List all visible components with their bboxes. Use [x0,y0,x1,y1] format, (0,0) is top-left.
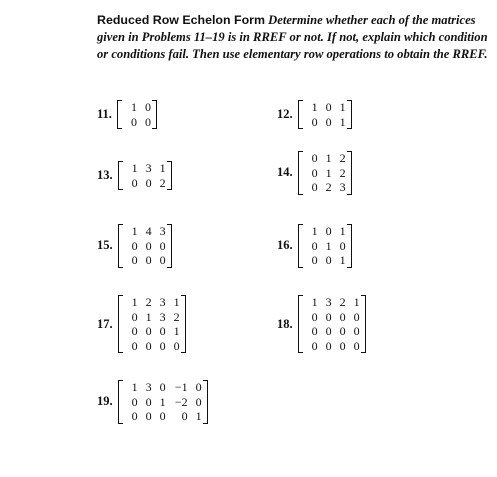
section-instructions: Determine whether each of the matrices given in Problems 11–19 is in RREF or not. If not, explain which condition or conditions fail. Then use elementary row operations to obtain the RREF. [97,13,488,61]
matrix-entry: 1 [353,295,360,309]
matrix-row [124,161,166,176]
matrix-entry: 3 [339,180,346,194]
matrix-row [304,310,360,325]
matrix-entry: 1 [311,295,318,309]
matrix-row [123,100,151,115]
matrix-entry: 0 [131,394,138,409]
matrix-row [304,324,360,339]
matrix-entry: 0 [311,165,318,180]
matrix-entry: 1 [131,224,138,238]
problem-11 [97,100,157,129]
matrix-entry: 0 [131,409,138,423]
matrix-entry: 1 [159,394,166,409]
matrix-entry: 0 [339,238,346,253]
matrix-entry: −1 [174,380,188,394]
matrix-entry: 0 [353,338,360,353]
matrix-entry: 0 [339,338,346,353]
matrix-entry: 0 [131,238,138,253]
matrix-entry: 0 [195,380,202,394]
matrix [298,295,366,353]
matrix-entry: 0 [144,114,151,129]
matrix-entry: 2 [339,165,346,180]
matrix-row [304,115,346,130]
matrix [118,224,172,268]
matrix-row [124,239,166,254]
problem-number: 13. [97,168,113,182]
matrix-entry: 1 [339,114,346,129]
matrix-entry: 3 [145,161,152,175]
matrix-row [124,310,180,325]
matrix-row [304,239,346,254]
matrix-entry: 1 [339,224,346,238]
matrix-row [124,224,166,239]
problem-19 [97,380,208,424]
matrix-entry: 0 [159,324,166,338]
matrix-entry: 0 [311,238,318,253]
matrix-row [304,166,346,181]
matrix [118,295,186,353]
matrix-entry: 3 [145,380,152,394]
matrix-entry: 0 [325,100,332,114]
matrix [118,161,172,190]
problem-number: 18. [277,316,293,331]
matrix-row [124,253,166,268]
problem-set-heading [97,12,489,63]
matrix-entry: −2 [174,394,188,409]
matrix-entry: 2 [145,295,152,309]
matrix-entry: 0 [131,253,138,267]
matrix [298,224,352,268]
matrix [117,100,157,129]
matrix-entry: 0 [131,338,138,353]
problem-17 [97,295,186,353]
matrix-entry: 0 [325,253,332,267]
matrix-entry: 0 [195,394,202,409]
matrix-entry: 1 [325,165,332,180]
matrix-entry: 0 [325,338,332,353]
matrix-entry: 2 [325,180,332,194]
matrix-entry: 0 [339,309,346,324]
matrix-entry: 3 [159,309,166,324]
matrix-entry: 1 [145,309,152,324]
matrix-entry: 2 [339,151,346,165]
matrix-entry: 0 [144,100,151,114]
matrix-row [124,409,202,424]
matrix-entry: 3 [325,295,332,309]
matrix-entry: 0 [145,238,152,253]
matrix [298,100,352,129]
matrix-row [304,253,346,268]
matrix-entry: 0 [159,338,166,353]
matrix-entry: 1 [339,100,346,114]
problem-number: 12. [277,107,293,121]
matrix-entry: 1 [130,100,137,114]
matrix-entry: 0 [159,380,166,394]
section-title: Reduced Row Echelon Form [97,13,265,27]
matrix-entry: 0 [131,309,138,324]
matrix-entry: 1 [311,224,318,238]
matrix-entry: 0 [173,338,180,353]
matrix-entry: 0 [311,180,318,194]
matrix-row [304,295,360,310]
matrix-entry: 0 [145,175,152,190]
matrix-entry: 0 [325,324,332,338]
matrix-entry: 2 [173,309,180,324]
matrix-row [123,115,151,130]
problem-13 [97,161,172,190]
matrix-entry: 0 [311,253,318,267]
matrix-entry: 0 [325,224,332,238]
problem-number: 16. [277,238,293,253]
matrix-row [124,176,166,191]
matrix-entry: 0 [145,324,152,338]
matrix-row [124,339,180,354]
matrix-entry: 0 [181,409,188,423]
problem-18 [277,295,366,353]
matrix-entry: 2 [159,175,166,190]
matrix-entry: 1 [173,324,180,338]
matrix-entry: 1 [159,161,166,175]
matrix-entry: 1 [311,100,318,114]
matrix-entry: 1 [173,295,180,309]
matrix-entry: 0 [145,253,152,267]
problem-number: 11. [97,107,112,121]
matrix-entry: 0 [311,114,318,129]
matrix-entry: 0 [145,409,152,423]
matrix-entry: 0 [159,238,166,253]
matrix-entry: 0 [311,338,318,353]
matrix-entry: 1 [325,151,332,165]
matrix-entry: 0 [353,324,360,338]
problem-number: 14. [277,165,293,180]
matrix-entry: 0 [353,309,360,324]
matrix-entry: 0 [145,338,152,353]
matrix-entry: 4 [145,224,152,238]
problem-15 [97,224,172,268]
matrix-entry: 1 [325,238,332,253]
matrix-row [304,224,346,239]
matrix-entry: 0 [159,253,166,267]
matrix [298,151,352,195]
matrix-row [304,339,360,354]
matrix-row [304,100,346,115]
matrix-entry: 0 [325,114,332,129]
matrix-row [124,295,180,310]
matrix-entry: 1 [131,161,138,175]
problem-number: 19. [97,394,113,409]
matrix-entry: 3 [159,295,166,309]
matrix-entry: 1 [195,409,202,423]
matrix-entry: 0 [339,324,346,338]
matrix-entry: 3 [159,224,166,238]
problem-16 [277,224,352,268]
problem-12 [277,100,352,129]
problem-number: 17. [97,316,113,331]
matrix-row [304,180,346,195]
matrix-entry: 1 [131,380,138,394]
matrix-entry: 0 [130,114,137,129]
matrix [118,380,208,424]
matrix-entry: 0 [325,309,332,324]
problem-14 [277,151,352,195]
matrix-row [124,395,202,410]
matrix-entry: 1 [131,295,138,309]
matrix-entry: 2 [339,295,346,309]
matrix-row [124,324,180,339]
matrix-entry: 0 [131,175,138,190]
matrix-row [124,380,202,395]
matrix-row [304,151,346,166]
matrix-entry: 0 [311,309,318,324]
matrix-entry: 0 [131,324,138,338]
matrix-entry: 0 [311,151,318,165]
matrix-entry: 0 [311,324,318,338]
matrix-entry: 1 [339,253,346,267]
problem-number: 15. [97,238,113,253]
matrix-entry: 0 [159,409,166,423]
matrix-entry: 0 [145,394,152,409]
